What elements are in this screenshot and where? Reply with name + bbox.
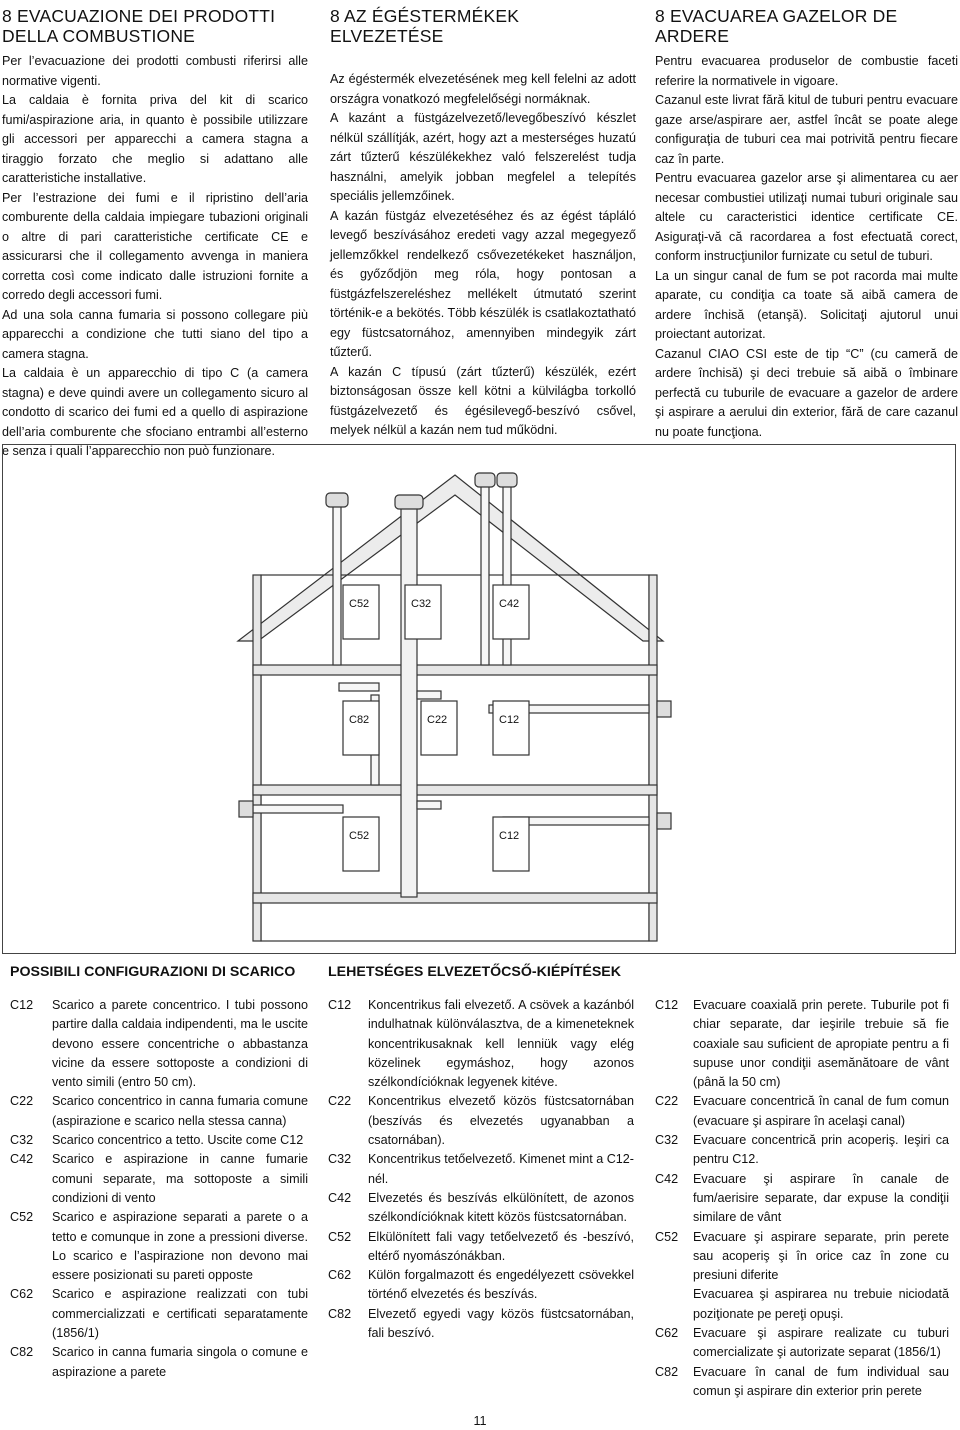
italian-column xyxy=(2,6,308,462)
hungarian-config-title: LEHETSÉGES ELVEZETŐCSŐ-KIÉPÍTÉSEK xyxy=(328,964,621,980)
romanian-paragraph-2: Cazanul este livrat fără kitul de tuburi pentru evacuare gaze arse/aspirare aer, astfel încât se poate alege configuraţia de tuburi cea mai potrivită pentru fiecare caz în parte. xyxy=(655,93,958,166)
hungarian-column xyxy=(330,6,636,441)
list-item: C12 Evacuare coaxială prin perete. Tuburile pot fi chiar separate, dar ieşirile trebuie să fie coaxiale sau suficient de apropiate pentru a fi supuse unor condiţii asemănătoare de vânt (până la 50 cm) xyxy=(655,998,949,1090)
italian-config-title: POSSIBILI CONFIGURAZIONI DI SCARICO xyxy=(10,964,296,980)
list-item: C22 Scarico concentrico in canna fumaria comune (aspirazione e scarico nella stessa canna) xyxy=(10,1094,308,1128)
house-diagram xyxy=(3,445,955,953)
list-item: C82 Evacuare în canal de fum individual sau comun şi aspirare din exterior prin perete xyxy=(655,1364,949,1398)
list-item: C52 Scarico e aspirazione separati a parete o a tetto e comunque in zone a pressioni diverse. Lo scarico e l’aspirazione non devono mai essere posizionati su pareti opposte xyxy=(10,1210,308,1283)
hungarian-config-list xyxy=(328,996,634,1343)
romanian-column xyxy=(655,6,958,442)
boiler-label: C82 xyxy=(349,714,370,726)
italian-paragraph-1: Per l’evacuazione dei prodotti combusti riferirsi alle normative vigenti. xyxy=(2,54,308,88)
boiler-c12-low xyxy=(493,817,529,871)
list-item: C42 Elvezetés és beszívás elkülönített, de azonos szélkondícióknak kitett közös füstcsatornában. xyxy=(328,1190,634,1225)
roof-terminal xyxy=(475,473,495,487)
floor-1 xyxy=(253,665,657,675)
list-item: C52 Elkülönített fali vagy tetőelvezető és -beszívó, eltérő nyomászónákban. xyxy=(328,1229,634,1263)
boiler-label: C12 xyxy=(499,830,520,842)
hungarian-paragraph-2: A kazánt a füstgázelvezető/levegőbeszívó készlet nélkül szállítják, azért, hogy azt a mesterséges huzatú zárt tűzterű készülékekhez való felszerelést tudja használni, amelyik jobban megfelel a telepítés speciális jellemzőinek. xyxy=(330,111,636,203)
boiler-c22-mid xyxy=(421,701,457,755)
list-item: C32 Koncentrikus tetőelvezető. Kimenet mint a C12-nél. xyxy=(328,1152,634,1186)
list-item: C52 Evacuare şi aspirare separate, prin perete sau acoperiş şi în orice caz în zone cu presiuni diferite xyxy=(655,1229,949,1283)
list-item: C42 Evacuare şi aspirare în canale de fum/aerisire separate, dar expuse la condiţii similare de vânt xyxy=(655,1171,949,1225)
boiler-label: C22 xyxy=(427,714,448,726)
boiler-label: C32 xyxy=(411,598,432,610)
boiler-label: C42 xyxy=(499,598,520,610)
boiler-label: C52 xyxy=(349,598,370,610)
roof-terminal xyxy=(497,473,517,487)
list-item: C32 Scarico concentrico a tetto. Uscite come C12 xyxy=(10,1133,304,1148)
floor-2 xyxy=(253,785,657,795)
boiler-label: C12 xyxy=(499,714,520,726)
list-item: C12 Koncentrikus fali elvezető. A csövek a kazánból indulhatnak különválasztva, de a kimeneteknek koncentrikusaknak kell lenniük vagy elég közelinek egymáshoz, hogy azonos szélkondícióknak legyenek kitéve. xyxy=(328,998,634,1090)
roof xyxy=(238,475,663,641)
list-item: C62 Evacuare şi aspirare realizate cu tuburi comercializate şi autorizate separat (1856/1) xyxy=(655,1326,949,1360)
list-item: C22 Koncentrikus elvezető közös füstcsatornában (beszívás és elvezetés ugyanabban a csatornában). xyxy=(328,1094,634,1148)
romanian-config-list xyxy=(655,996,949,1401)
list-item: C82 Scarico in canna fumaria singola o comune e aspirazione a parete xyxy=(10,1345,308,1379)
italian-paragraph-4: Ad una sola canna fumaria si possono collegare più apparecchi a condizione che tutti siano del tipo a camera stagna. xyxy=(2,307,308,361)
list-item: C32 Evacuare concentrică prin acoperiş. Ieşiri ca pentru C12. xyxy=(655,1133,949,1167)
boiler-c32-top xyxy=(405,585,441,639)
list-item: C12 Scarico a parete concentrico. I tubi possono partire dalla caldaia indipendenti, ma le uscite devono essere concentriche o abbastanza vicine da essere sottoposte a condizioni di vento simili (entro 50 cm). xyxy=(10,998,308,1090)
roof-terminal xyxy=(326,493,348,507)
list-item: C22 Evacuare concentrică în canal de fum comun (evacuare şi aspirare în acelaşi canal) xyxy=(655,1094,949,1128)
roof-terminal xyxy=(395,495,423,509)
hungarian-paragraph-3: A kazán füstgáz elvezetéséhez és az égést tápláló levegő beszívásához eredeti vagy azzal megegyező jellemzőkkel rendelkező csővezetékeket használjon, és győződjön meg róla, hogy pontosan a füstgázfelszereléshez mellékelt útmutató szerint történik-e a bekötés. Több készülék is csatlakoztatható egy füstcsatornához, amennyiben mindegyik zárt tűzterű. xyxy=(330,208,636,359)
romanian-paragraph-4: La un singur canal de fum se pot racorda mai multe aparate, cu condiţia ca toate să aibă camera de ardere închisă (etanşă). Solicitaţi ajutorul unui proiectant autorizat. xyxy=(655,268,958,341)
chimney xyxy=(401,507,417,897)
hungarian-paragraph-4: A kazán C típusú (zárt tűzterű) készülék, ezért biztonságosan össze kell kötni a külvilágba torkolló füstgázelvezető és égésilevegő-beszívó csővel, melyek nélkül a kazán nem tud működni. xyxy=(330,364,636,437)
floor-3 xyxy=(253,893,657,903)
boiler-label: C52 xyxy=(349,830,370,842)
romanian-paragraph-3: Pentru evacuarea gazelor arse şi alimentarea cu aer necesar combustiei utilizaţi numai tuburi originale sau altele cu caracteristici identice certificate CE. Asiguraţi-vă că racordarea a fost efectuată corect, conform instrucţiunilor furnizate cu setul de tuburi. xyxy=(655,171,958,263)
boiler-c52-low xyxy=(343,817,379,871)
house-walls xyxy=(261,575,649,941)
hungarian-heading: 8 AZ ÉGÉSTERMÉKEK ELVEZETÉSE xyxy=(330,6,520,46)
boiler-c52-top xyxy=(343,585,379,639)
italian-config-list xyxy=(10,996,308,1382)
list-item: C62 Külön forgalmazott és engedélyezett csövekkel történő elvezetés és beszívás. xyxy=(328,1268,634,1302)
list-item: C82 Elvezető egyedi vagy közös füstcsatornában, fali beszívó. xyxy=(328,1306,634,1341)
boiler-c82-mid xyxy=(343,701,379,755)
romanian-paragraph-1: Pentru evacuarea produselor de combustie faceti referire la normativele in vigoare. xyxy=(655,54,958,88)
boiler-c42-top xyxy=(493,585,529,639)
italian-paragraph-3: Per l’estrazione dei fumi e il ripristino dell’aria comburente della caldaia impiegare tubazioni originali o altre di pari caratteristiche certificate CE e assicurarsi che il collegamento avvenga in maniera corretta così come indicato dalle istruzioni fornite a corredo degli accessori fumi. xyxy=(2,190,308,302)
italian-paragraph-2: La caldaia è fornita priva del kit di scarico fumi/aspirazione aria, in quanto è possibile utilizzare gli accessori per apparecchi a camera stagna a tiraggio forzato che meglio si adattano alle caratteristiche installative. xyxy=(2,93,308,185)
flue-configuration-diagram xyxy=(2,444,956,954)
romanian-paragraph-5: Cazanul CIAO CSI este de tip “C” (cu cameră de ardere închisă) şi deci trebuie să aibă o îmbinare perfectă cu tuburile de evacuare a gazelor de ardere şi aspirare a aerului din exterior, fără de care cazanul nu poate funcţiona. xyxy=(655,346,958,439)
list-item: Evacuarea şi aspirarea nu trebuie niciodată poziţionate pe pereţi opuşi. xyxy=(693,1287,949,1321)
italian-heading: 8 EVACUAZIONE DEI PRODOTTI DELLA COMBUSTIONE xyxy=(2,6,276,46)
hungarian-paragraph-1: Az égéstermék elvezetésének meg kell felelni az adott országra vonatkozó megfelelőségi normáknak. xyxy=(330,72,636,106)
list-item: C62 Scarico e aspirazione realizzati con tubi commercializzati e certificati separatamente (1856/1) xyxy=(10,1287,308,1341)
italian-paragraph-5: La caldaia è un apparecchio di tipo C (a camera stagna) e deve quindi avere un collegamento sicuro al condotto di scarico dei fumi ed a quello di aspirazione dell’aria comburente che sfociano entrambi all’esterno e senza i quali l’apparecchio non può funzionare. xyxy=(2,366,308,458)
list-item: C42 Scarico e aspirazione in canne fumarie comuni separate, ma sottoposte a simili condizioni di vento xyxy=(10,1152,308,1205)
boiler-c12-mid xyxy=(493,701,529,755)
page-number: 11 xyxy=(473,1414,487,1428)
romanian-heading: 8 EVACUAREA GAZELOR DE ARDERE xyxy=(655,6,898,46)
